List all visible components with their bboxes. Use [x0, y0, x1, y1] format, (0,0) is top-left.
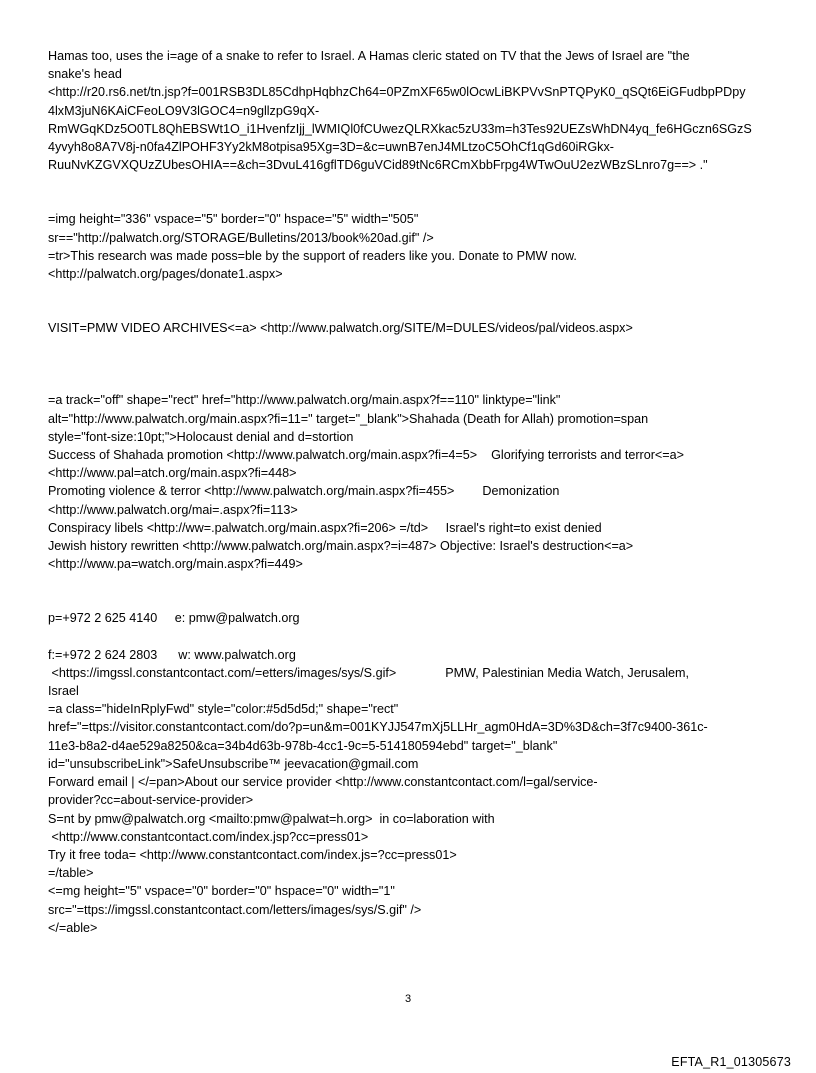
text-line: =tr>This research was made poss=ble by the support of readers like you. Donate to PMW now.: [48, 248, 577, 263]
text-line: f:=+972 2 624 2803 w: www.palwatch.org: [48, 647, 296, 662]
topics-paragraph: [48, 391, 772, 573]
text-line: 4lxM3juN6KAiCFeoLO9V3lGOC4=n9gllzpG9qX-: [48, 103, 320, 118]
text-line: RmWGqKDz5O0TL8QhEBSWt1O_i1HvenfzIjj_lWMIQl0fCUwezQLRXkac5zU33m=h3Tes92UEZsWhDN4yq_fe6HGczn6SGzS: [48, 121, 752, 136]
text-line: Hamas too, uses the i=age of a snake to refer to Israel. A Hamas cleric stated on TV that the Jews of Israel are "the: [48, 49, 690, 63]
text-line: href="=ttps://visitor.constantcontact.com/do?p=un&m=001KYJJ547mXj5LLHr_agm0HdA=3D%3D&ch=3f7c9400-361c-: [48, 720, 708, 735]
text-line: <http://www.pa=watch.org/main.aspx?fi=449>: [48, 557, 303, 572]
text-line: =a class="hideInRplyFwd" style="color:#5d5d5d;" shape="rect": [48, 702, 399, 717]
text-line: id="unsubscribeLink">SafeUnsubscribe™ jeevacation@gmail.com: [48, 756, 419, 771]
text-line: style="font-size:10pt;">Holocaust denial and d=stortion: [48, 429, 354, 444]
text-line: </=able>: [48, 920, 98, 935]
snake-head-paragraph: [48, 47, 772, 174]
text-line: <=mg height="5" vspace="0" border="0" hspace="0" width="1": [48, 884, 395, 899]
text-line: alt="http://www.palwatch.org/main.aspx?fi=11=" target="_blank">Shahada (Death for Allah) promotion=span: [48, 411, 649, 426]
donate-paragraph: [48, 210, 772, 283]
text-line: 11e3-b8a2-d4ae529a8250&ca=34b4d63b-978b-4cc1-9c=5-514180594ebd" target="_blank": [48, 738, 558, 753]
text-line: =/table>: [48, 866, 94, 881]
text-line: provider?cc=about-service-provider>: [48, 793, 254, 808]
footer-paragraph: [48, 646, 772, 937]
text-line: <https://imgssl.constantcontact.com/=etters/images/sys/S.gif> PMW, Palestinian Media Watch, Jerusalem,: [48, 665, 690, 680]
text-line: <http://palwatch.org/pages/donate1.aspx>: [48, 267, 283, 282]
text-line: Try it free toda= <http://www.constantcontact.com/index.js=?cc=press01>: [48, 847, 457, 862]
text-line: =img height="336" vspace="5" border="0" hspace="5" width="505": [48, 212, 419, 227]
video-archives-paragraph: [48, 319, 772, 337]
text-line: VISIT=PMW VIDEO ARCHIVES<=a> <http://www.palwatch.org/SITE/M=DULES/videos/pal/videos.aspx>: [48, 321, 633, 336]
text-line: <http://www.palwatch.org/mai=.aspx?fi=113>: [48, 502, 298, 517]
text-line: =a track="off" shape="rect" href="http://www.palwatch.org/main.aspx?f==110" linktype="link": [48, 393, 561, 408]
text-line: sr=="http://palwatch.org/STORAGE/Bulletins/2013/book%20ad.gif" />: [48, 230, 434, 245]
page-number: 3: [404, 993, 412, 1005]
text-line: Promoting violence & terror <http://www.palwatch.org/main.aspx?fi=455> Demonization: [48, 484, 560, 499]
phone-paragraph: [48, 609, 772, 627]
text-line: S=nt by pmw@palwatch.org <mailto:pmw@palwat=h.org> in co=laboration with: [48, 811, 495, 826]
text-line: <http://r20.rs6.net/tn.jsp?f=001RSB3DL85CdhpHqbhzCh64=0PZmXF65w0lOcwLiBKPVvSnPTQPyK0_qSQt6EiGFudbpPDpy: [48, 85, 746, 100]
text-line: Conspiracy libels <http://ww=.palwatch.org/main.aspx?fi=206> =/td> Israel's right=to exist denied: [48, 520, 602, 535]
text-line: RuuNvKZGVXQUzZUbesOHIA==&ch=3DvuL416gflTD6guVCid89tNc6RCmXbbFrpg4WTwOuU2ezWBzSLnro7g==> .": [48, 158, 708, 173]
text-line: src="=ttps://imgssl.constantcontact.com/letters/images/sys/S.gif" />: [48, 902, 422, 917]
text-line: Forward email | </=pan>About our service provider <http://www.constantcontact.com/l=gal/service-: [48, 775, 598, 790]
text-line: snake's head: [48, 67, 122, 82]
text-line: <http://www.constantcontact.com/index.jsp?cc=press01>: [48, 829, 369, 844]
text-line: Success of Shahada promotion <http://www.palwatch.org/main.aspx?fi=4=5> Glorifying terrorists and terror<=a>: [48, 448, 684, 463]
text-line: <http://www.pal=atch.org/main.aspx?fi=448>: [48, 466, 297, 481]
text-line: p=+972 2 625 4140 e: pmw@palwatch.org: [48, 611, 300, 626]
text-line: 4yvyh8o8A7V8j-n0fa4ZlPOHF3Yy2kM8otpisa95Xg=3D=&c=uwnB7enJ4MLtzoC5OhCf1qGd60iRGkx-: [48, 140, 614, 155]
bates-number: EFTA_R1_01305673: [671, 1055, 791, 1069]
text-line: Jewish history rewritten <http://www.palwatch.org/main.aspx?=i=487> Objective: Israel's destruction<=a>: [48, 539, 634, 554]
text-line: Israel: [48, 684, 79, 699]
document-body: [48, 47, 772, 937]
